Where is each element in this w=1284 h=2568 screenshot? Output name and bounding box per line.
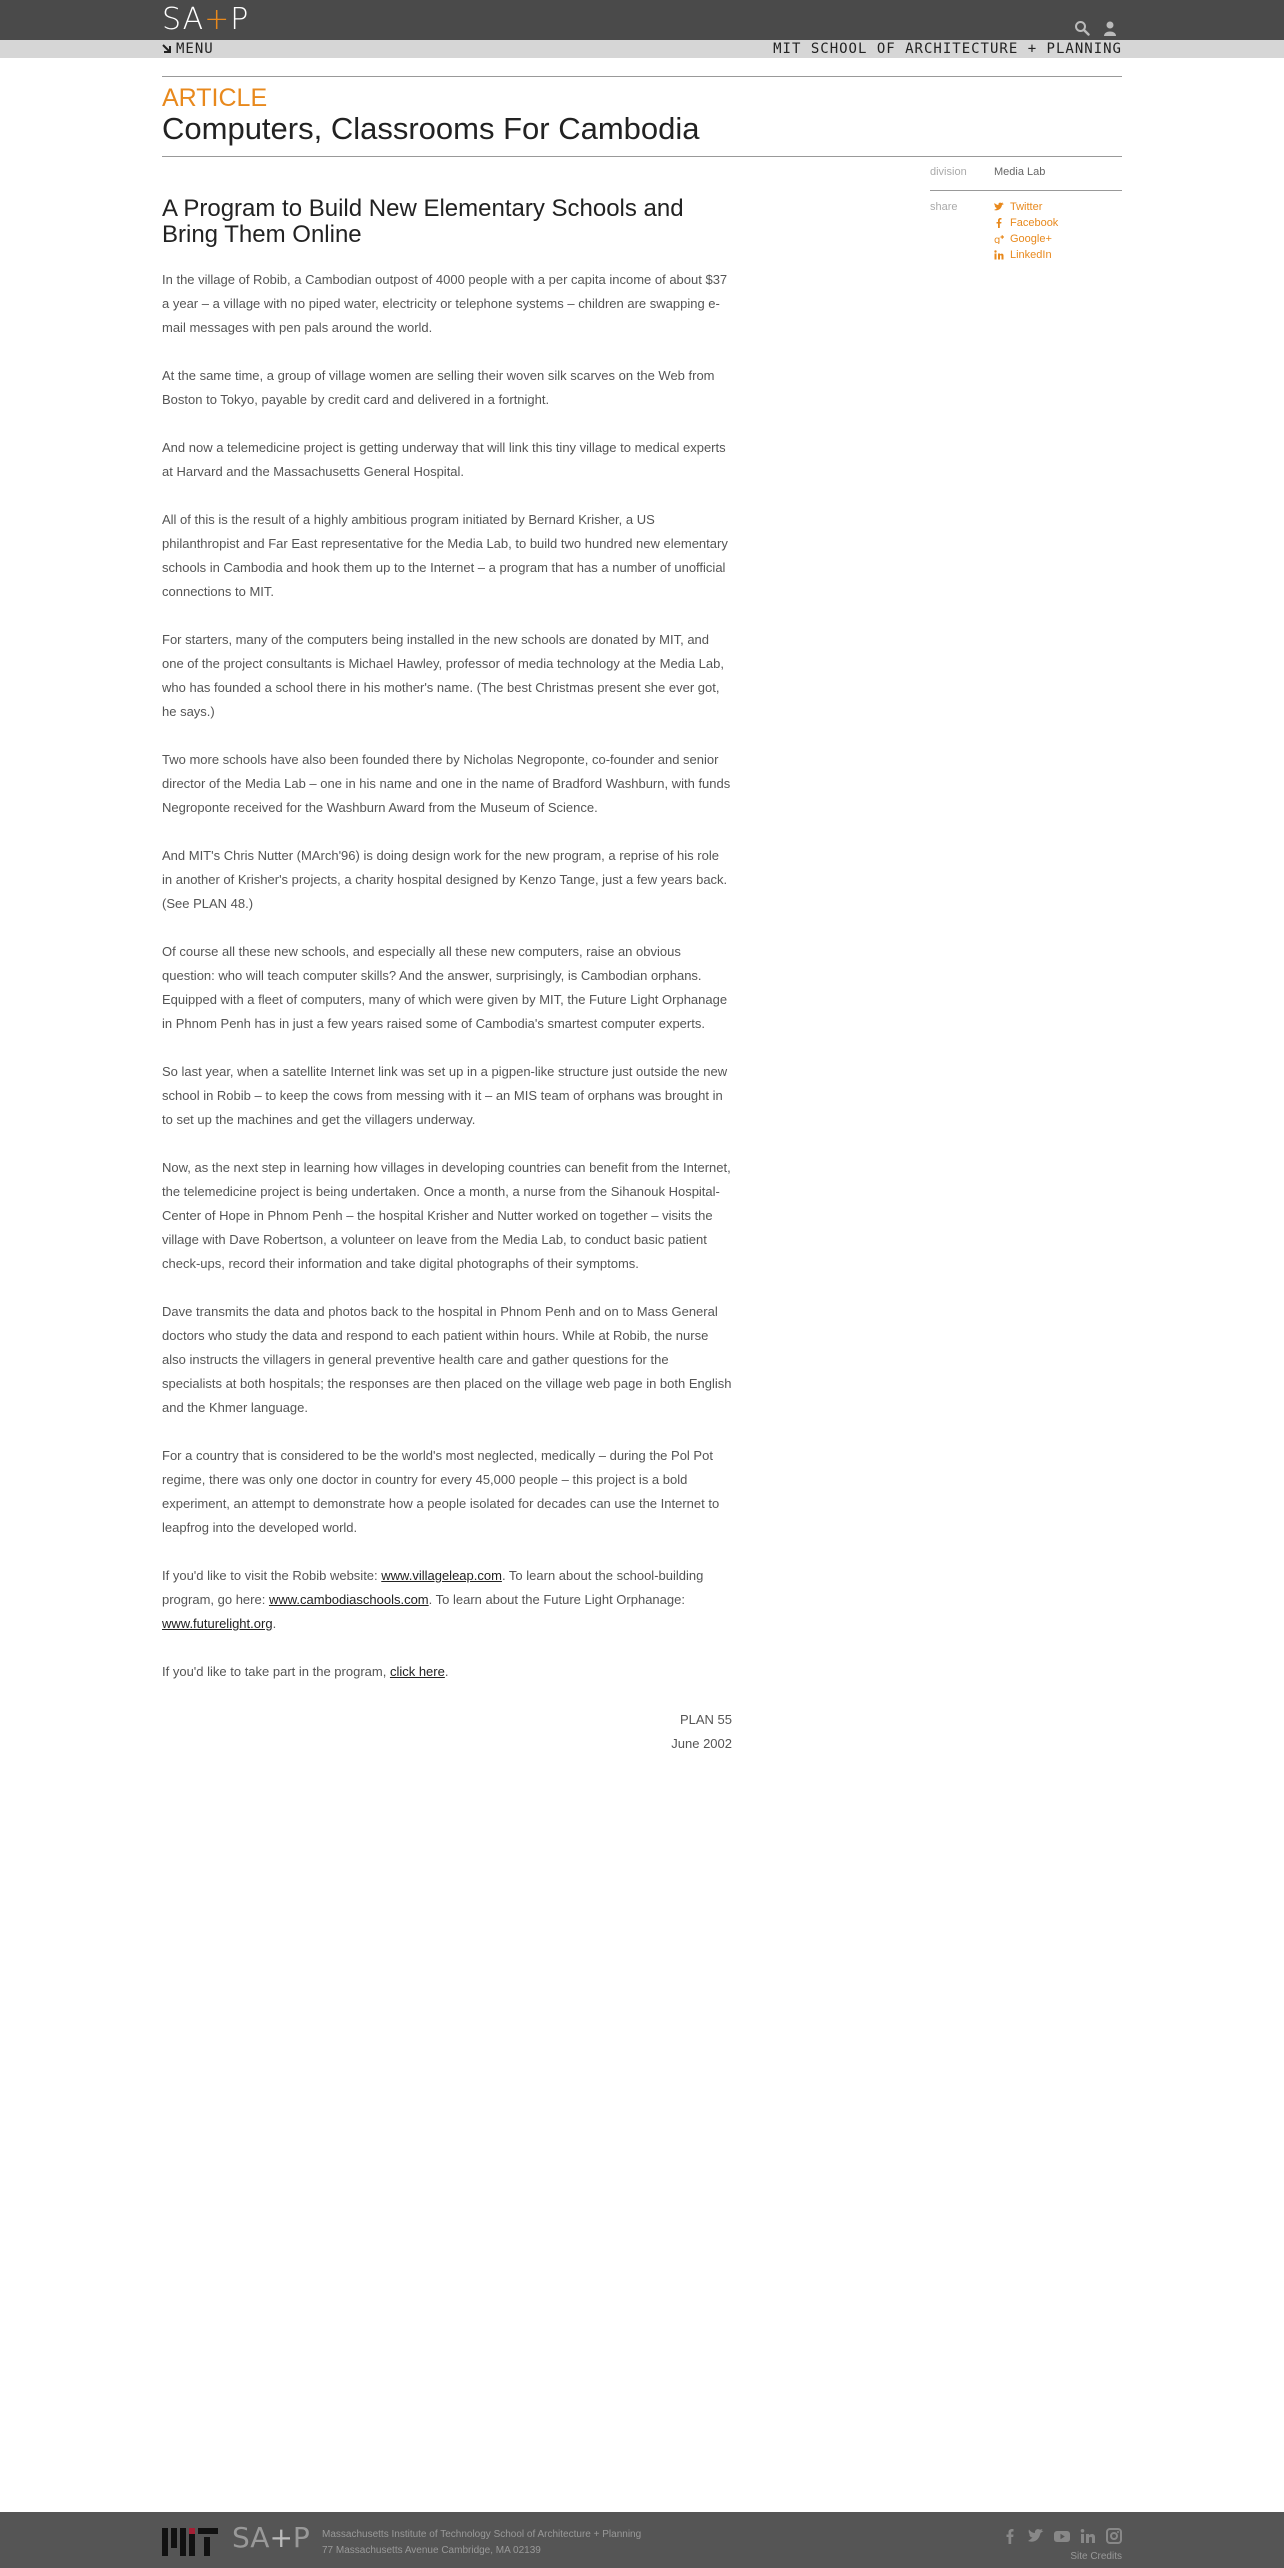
footer (0, 2512, 1284, 2568)
article-paragraph: For a country that is considered to be the world's most neglected, medically – during the Pol Pot regime, there was only one doctor in country for every 45,000 people – this project is a bold experiment, an attempt to demonstrate how a people isolated for decades can use the Internet to leapfrog into the developed world. (162, 1448, 720, 1535)
cambodiaschools-link[interactable]: www.cambodiaschools.com (268, 1592, 429, 1607)
share-facebook[interactable] (994, 215, 1058, 231)
futurelight-link[interactable]: www.futurelight.org (162, 1616, 273, 1631)
issue-date: June 2002 (671, 1736, 732, 1751)
footer-address (322, 2527, 641, 2559)
links-text-4: . (272, 1616, 277, 1631)
article-subtitle: A Program to Build New Elementary Schools and Bring Them Online (162, 195, 684, 248)
site-credits-link[interactable]: Site Credits (1070, 2551, 1122, 2562)
article-paragraph: And now a telemedicine project is getting underway that will link this tiny village to medical experts at Harvard and the Massachusetts General Hospital. (162, 440, 726, 479)
article-paragraph: For starters, many of the computers being installed in the new schools are donated by MIT, and one of the project consultants is Michael Hawley, professor of media technology at the Media Lab, who has founded a school there in his mother's name. (The best Christmas present she ever got, he says.) (162, 632, 724, 719)
issue-label: PLAN 55 (679, 1712, 732, 1727)
linkedin-icon (994, 250, 1004, 260)
join-paragraph (162, 1660, 732, 1684)
menu-label: MENU (176, 41, 214, 57)
linkedin-icon[interactable] (1080, 2528, 1096, 2544)
sap-logo[interactable] (162, 4, 249, 36)
school-name-link[interactable]: MIT SCHOOL OF ARCHITECTURE + PLANNING (773, 41, 1122, 57)
youtube-icon[interactable] (1054, 2528, 1070, 2544)
share-facebook-label: Facebook (1010, 217, 1059, 229)
mit-logo[interactable] (162, 2528, 218, 2561)
twitter-icon[interactable] (1028, 2528, 1044, 2544)
article-paragraph: At the same time, a group of village women are selling their woven silk scarves on the Web from Boston to Tokyo, payable by credit card and delivered in a fortnight. (162, 368, 715, 407)
join-text-2: . (444, 1664, 449, 1679)
article-paragraph: Dave transmits the data and photos back to the hospital in Phnom Penh and on to Mass General doctors who study the data and respond to each patient within hours. While at Robib, the nurse also instructs the villagers in general preventive health care and gather questions for the specialists at both hospitals; the responses are then placed on the village web page in both English and the Khmer language. (162, 1304, 732, 1415)
links-text-1: If you'd like to visit the Robib website: (162, 1568, 382, 1583)
article-paragraph: Of course all these new schools, and especially all these new computers, raise an obvious question: who will teach computer skills? And the answer, surprisingly, is Cambodian orphans. Equipped with a fleet of computers, many of which were given by MIT, the Future Light Orphanage in Phnom Penh has in just a few years raised some of Cambodia's smartest computer experts. (162, 944, 728, 1031)
page-title: Computers, Classrooms For Cambodia (162, 111, 700, 146)
share-twitter-label: Twitter (1010, 201, 1043, 213)
links-text-2: . To learn about the school-building program, go here: (162, 1568, 704, 1607)
facebook-icon[interactable] (1002, 2528, 1018, 2544)
click-here-link[interactable]: click here (389, 1664, 445, 1679)
google-plus-icon (994, 234, 1004, 244)
article-paragraph: Now, as the next step in learning how villages in developing countries can benefit from the Internet, the telemedicine project is being undertaken. Once a month, a nurse from the Sihanouk Hospital-Center of Hope in Phnom Penh – the hospital Krisher and Nutter worked on together – visits the village with Dave Robertson, a volunteer on leave from the Media Lab, to conduct basic patient check-ups, record their information and take digital photographs of their symptoms. (162, 1160, 731, 1271)
footer-logo-left: SA (232, 2521, 270, 2554)
article-body (162, 196, 732, 1756)
villageleap-link[interactable]: www.villageleap.com (381, 1568, 502, 1583)
share-twitter[interactable] (994, 199, 1058, 215)
footer-sap-logo[interactable] (232, 2522, 310, 2554)
division-label: division (930, 166, 967, 178)
divider (930, 190, 1122, 191)
footer-logo-right: P (292, 2521, 310, 2554)
links-paragraph (162, 1564, 732, 1636)
share-google-plus[interactable] (994, 231, 1058, 247)
top-bar (0, 0, 1284, 40)
article-paragraph: So last year, when a satellite Internet link was set up in a pigpen-like structure just outside the new school in Robib – to keep the cows from messing with it – an MIS team of orphans was brought in to set up the machines and get the villagers underway. (162, 1064, 728, 1127)
menu-button[interactable] (162, 41, 214, 57)
logo-plus: + (204, 2, 231, 37)
share-label: share (930, 201, 958, 213)
instagram-icon[interactable] (1106, 2528, 1122, 2544)
article-sidebar (930, 164, 1122, 263)
division-row (930, 164, 1122, 180)
logo-left: SA (162, 2, 205, 37)
menu-bar (0, 40, 1284, 58)
divider (162, 76, 1122, 77)
article-paragraph: In the village of Robib, a Cambodian outpost of 4000 people with a per capita income of about $37 a year – a village with no piped water, electricity or telephone systems – children are swapping e-mail messages with pen pals around the world. (162, 272, 728, 335)
article-kicker: ARTICLE (162, 84, 268, 112)
twitter-icon (994, 202, 1004, 212)
footer-social (1002, 2528, 1122, 2544)
top-icons (1074, 20, 1118, 36)
share-linkedin-label: LinkedIn (1010, 249, 1052, 261)
share-google-plus-label: Google+ (1010, 233, 1052, 245)
footer-line-1: Massachusetts Institute of Technology School of Architecture + Planning (322, 2529, 642, 2540)
article-paragraph: All of this is the result of a highly ambitious program initiated by Bernard Krisher, a US philanthropist and Far East representative for the Media Lab, to build two hundred new elementary schools in Cambodia and hook them up to the Internet – a program that has a number of unofficial connections to MIT. (162, 512, 728, 599)
facebook-icon (994, 218, 1004, 228)
logo-right: P (230, 2, 250, 37)
links-text-3: . To learn about the Future Light Orphanage: (428, 1592, 685, 1607)
search-icon[interactable] (1074, 20, 1090, 36)
svg-text:g: g (994, 235, 1001, 244)
arrow-down-right-icon (162, 44, 172, 54)
join-text-1: If you'd like to take part in the program, (162, 1664, 390, 1679)
article-paragraph: Two more schools have also been founded there by Nicholas Negroponte, co-founder and senior director of the Media Lab – one in his name and one in the name of Bradford Washburn, with funds Negroponte received for the Washburn Award from the Museum of Science. (162, 752, 731, 815)
share-row (930, 199, 1122, 263)
share-list (994, 199, 1058, 263)
user-icon[interactable] (1102, 20, 1118, 36)
article-paragraph: And MIT's Chris Nutter (MArch'96) is doing design work for the new program, a reprise of his role in another of Krisher's projects, a charity hospital designed by Kenzo Tange, just a few years back. (See PLAN 48.) (162, 848, 728, 911)
footer-line-2: 77 Massachusetts Avenue Cambridge, MA 02139 (322, 2545, 541, 2556)
share-linkedin[interactable] (994, 247, 1058, 263)
division-value[interactable]: Media Lab (994, 166, 1046, 178)
divider (162, 156, 1122, 157)
footer-logo-plus: + (269, 2521, 293, 2554)
